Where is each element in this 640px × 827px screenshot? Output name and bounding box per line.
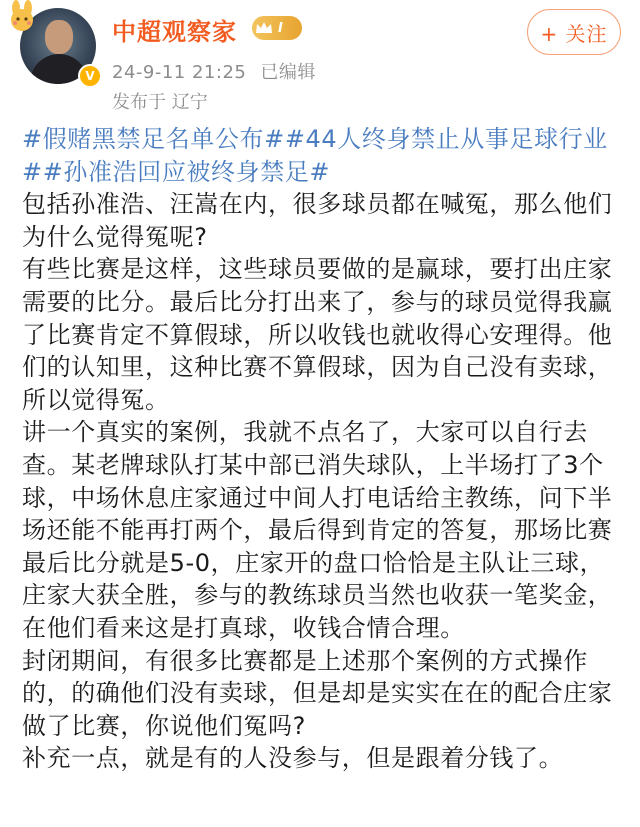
verified-v-icon: V: [78, 64, 102, 88]
username[interactable]: 中超观察家: [112, 18, 237, 46]
post-timestamp: 24-9-11 21:25: [112, 62, 247, 83]
post-paragraph: 讲一个真实的案例，我就不点名了，大家可以自行去查。某老牌球队打某中部已消失球队，上半场打了3个球，中场休息庄家通过中间人打电话给主教练，问下半场还能不能再打两个，最后得到肯定的答复，那场比赛最后比分就是5-0，庄家开的盘口恰恰是主队让三球，庄家大获全胜，参与的教练球员当然也收获一笔奖金，在他们看来这是打真球，收钱合情合理。: [22, 418, 613, 642]
post-paragraph: 包括孙准浩、汪嵩在内，很多球员都在喊冤，那么他们为什么觉得冤呢?: [22, 190, 613, 251]
post-location: 发布于 辽宁: [112, 92, 208, 113]
post-meta: [112, 58, 316, 84]
level-badge-label: I: [278, 20, 283, 36]
post-paragraph: 补充一点，就是有的人没参与，但是跟着分钱了。: [22, 744, 564, 773]
edited-label[interactable]: 已编辑: [260, 62, 316, 83]
post-paragraph: 有些比赛是这样，这些球员要做的是赢球，要打出庄家需要的比分。最后比分打出来了，参与的球员觉得我赢了比赛肯定不算假球，所以收钱也就收得心安理得。他们的认知里，这种比赛不算假球，因为自己没有卖球，所以觉得冤。: [22, 255, 613, 414]
post-header: [0, 0, 640, 115]
follow-button[interactable]: + 关注: [527, 9, 621, 55]
post-content: [22, 123, 626, 775]
post-paragraph: 封闭期间，有很多比赛都是上述那个案例的方式操作的，的确他们没有卖球，但是却是实实在在的配合庄家做了比赛，你说他们冤吗?: [22, 646, 613, 740]
crown-icon: [252, 16, 276, 40]
hashtag-links[interactable]: #假赌黑禁足名单公布##44人终身禁止从事足球行业##孙准浩回应被终身禁足#: [22, 125, 608, 186]
avatar-decoration-icon: [4, 0, 44, 34]
level-badge[interactable]: [252, 16, 302, 40]
